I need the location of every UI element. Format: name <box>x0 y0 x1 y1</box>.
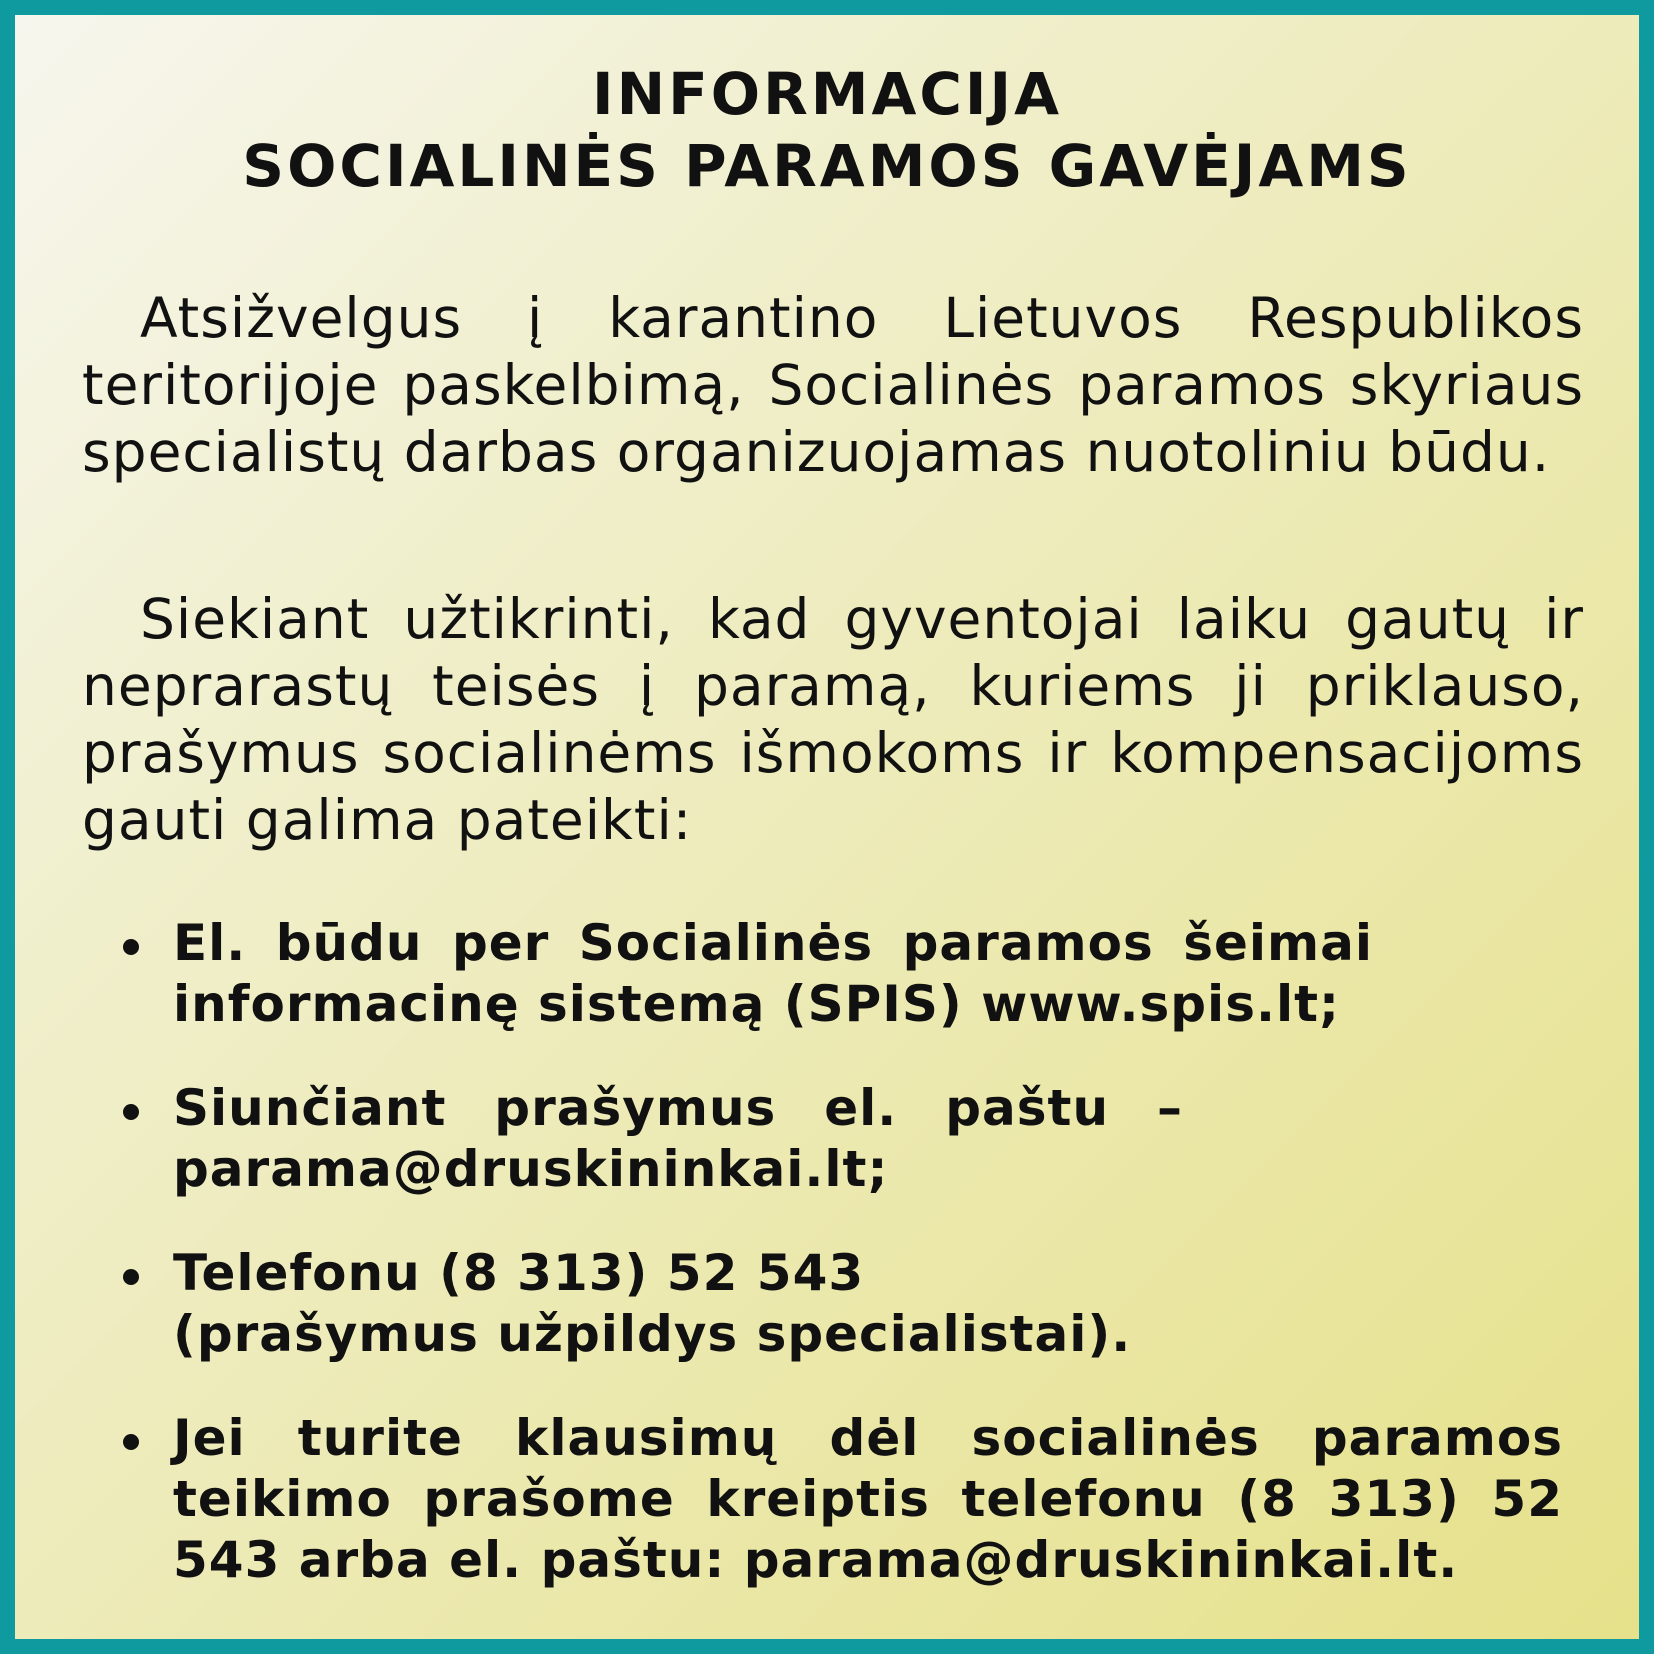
list-item <box>115 913 1373 1035</box>
list-item-text: El. būdu per Socialinės paramos šeimai informacinę sistemą (SPIS) www.spis.lt; <box>173 914 1373 1033</box>
list-item-text: Jei turite klausimų dėl socialinės paramos teikimo prašome kreiptis telefonu (8 313) 52 543 arba el. paštu: parama@druskininkai.lt. <box>173 1409 1563 1589</box>
list-item <box>115 1078 1183 1200</box>
title-line-2: SOCIALINĖS PARAMOS GAVĖJAMS <box>242 132 1412 200</box>
intro-paragraph: Atsižvelgus į karantino Lietuvos Respublikos teritorijoje paskelbimą, Socialinės paramos skyriaus specialistų darbas organizuojamas nuotoliniu būdu. <box>82 286 1584 484</box>
notice-card <box>15 15 1639 1639</box>
list-item <box>115 1243 1183 1365</box>
submission-methods-list <box>115 913 1563 1591</box>
bullet-icon <box>123 1269 139 1285</box>
list-item-text: Telefonu (8 313) 52 543 (prašymus užpildys specialistai). <box>173 1244 1132 1363</box>
bullet-icon <box>123 1104 139 1120</box>
page-title <box>15 58 1639 202</box>
submission-paragraph: Siekiant užtikrinti, kad gyventojai laiku gautų ir neprarastų teisės į paramą, kuriems ji priklauso, prašymus socialinėms išmokoms ir kompensacijoms gauti galima pateikti: <box>82 587 1584 852</box>
list-item <box>115 1408 1563 1591</box>
bullet-icon <box>123 939 139 955</box>
list-item-text: Siunčiant prašymus el. paštu – parama@druskininkai.lt; <box>173 1079 1183 1198</box>
bullet-icon <box>123 1434 139 1450</box>
title-line-1: INFORMACIJA <box>592 60 1062 128</box>
